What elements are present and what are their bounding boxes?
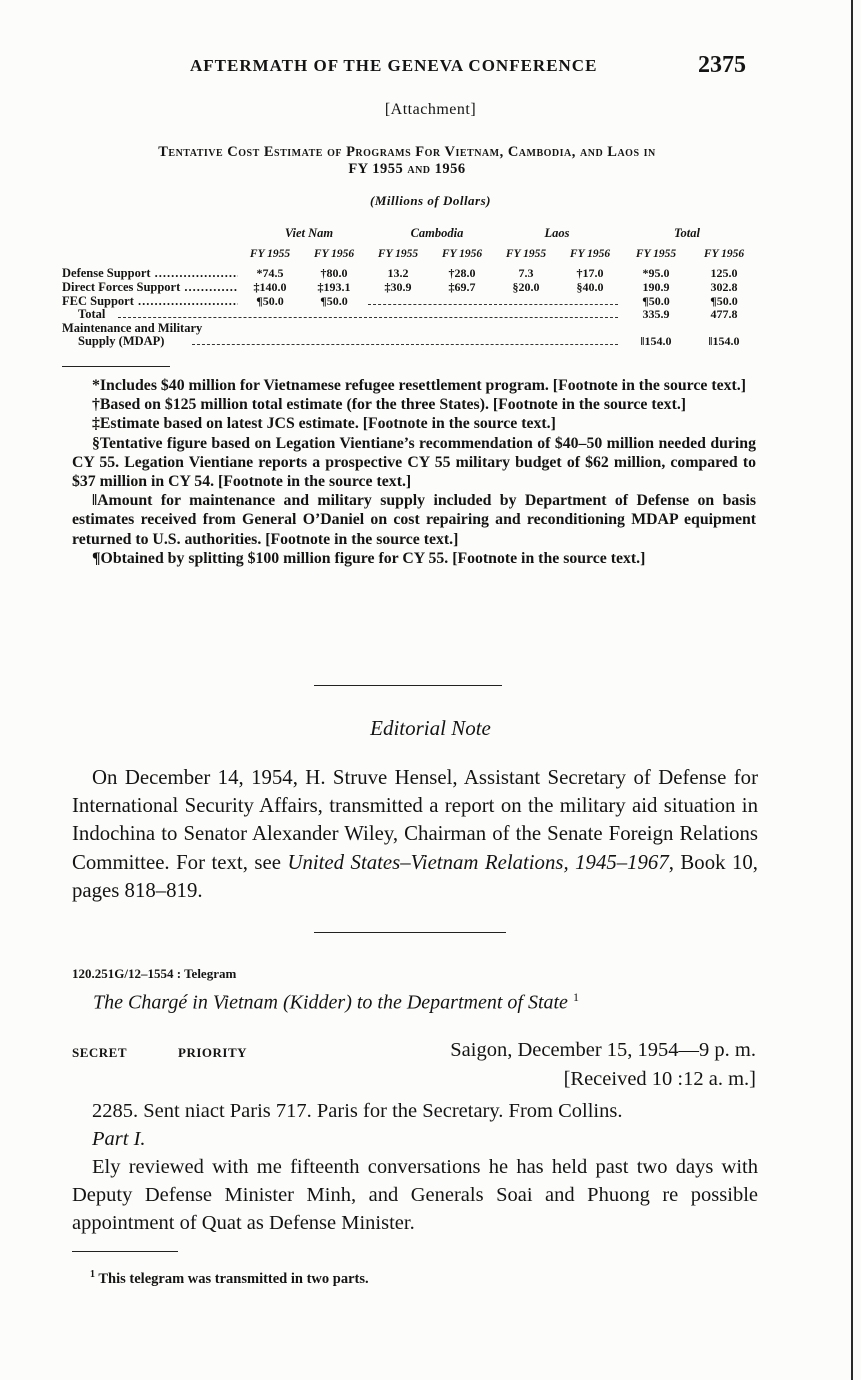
year-header: FY 1955	[635, 248, 677, 260]
row-label-direct-forces-support: Direct Forces Support .....	[62, 280, 238, 294]
leader-dashes	[192, 344, 618, 345]
footnote-rule	[62, 366, 170, 367]
telegram-paragraph: Ely reviewed with me fifteenth conversations he has held past two days with Deputy Defense Minister Minh, and Generals Soai and Phuong re possible appointment of Quat as Defense Minister.	[72, 1156, 758, 1234]
table-footnotes	[72, 376, 756, 568]
table-cell: ‡193.1	[317, 280, 351, 294]
year-header: FY 1956	[441, 248, 483, 260]
footnote-parallel: ‖Amount for maintenance and military supply included by Department of Defense on basis estimates received from General O’Daniel on cost repairing and reconditioning MDAP equipment returned to U.S. authorities. [Footnote in the source text.]	[72, 492, 756, 548]
table-cell: ‡69.7	[448, 280, 476, 294]
editorial-note-title: Editorial Note	[370, 716, 491, 740]
table-cell: §20.0	[512, 280, 540, 294]
file-number: 120.251G/12–1554 : Telegram	[72, 966, 237, 981]
table-cell: ‡140.0	[253, 280, 287, 294]
footnote-mark: 1	[90, 1269, 95, 1280]
editorial-note-body	[72, 764, 758, 905]
telegram-paragraph: 2285. Sent niact Paris 717. Paris for the Secretary. From Collins.	[92, 1100, 623, 1122]
table-title-line-1: Tentative Cost Estimate of Programs For Vietnam, Cambodia, and Laos in	[158, 144, 656, 160]
row-label-fec-support: FEC Support .....	[62, 294, 238, 308]
year-header: FY 1955	[505, 248, 547, 260]
leader-dashes	[118, 317, 618, 318]
table-cell: 13.2	[387, 266, 409, 280]
group-header-viet-nam: Viet Nam	[284, 226, 334, 240]
table-cell: ¶50.0	[710, 294, 738, 308]
table-cell: †28.0	[448, 266, 476, 280]
telegram-title: The Chargé in Vietnam (Kidder) to the Department of State $^1$	[93, 990, 579, 1014]
year-header: FY 1956	[313, 248, 355, 260]
table-title	[62, 144, 752, 178]
table-cell: 477.8	[710, 307, 738, 321]
editorial-text-end: , Book 10, pages 818–819.	[72, 850, 758, 902]
footnote-asterisk: *Includes $40 million for Vietnamese refugee resettlement program. [Footnote in the source text.]	[92, 377, 746, 394]
row-label-defense-support: Defense Support .....	[62, 266, 238, 280]
table-title-line-2: FY 1955 and 1956	[348, 161, 466, 177]
footnote-double-dagger: ‡Estimate based on latest JCS estimate. [Footnote in the source text.]	[92, 415, 556, 433]
table-cell: 302.8	[710, 280, 738, 294]
table-cell: †80.0	[320, 266, 348, 280]
group-header-cambodia: Cambodia	[410, 226, 464, 240]
dateline: Saigon, December 15, 1954—9 p. m.	[450, 1039, 756, 1061]
year-header: FY 1956	[569, 248, 611, 260]
section-divider	[314, 932, 506, 933]
editorial-text: On December 14, 1954, H. Struve Hensel, Assistant Secretary of Defense for International Security Affairs, transmitted a report on the military aid situation in Indochina to Senator Alexander Wiley, Chairman of the Senate Foreign Relations Committee. For text, see	[72, 766, 758, 874]
table-cell: 125.0	[710, 266, 738, 280]
table-cell: *74.5	[256, 266, 284, 280]
table-cell: ‖154.0	[708, 334, 740, 348]
footnote-dagger: †Based on $125 million total estimate (for the three States). [Footnote in the source text.]	[92, 396, 687, 414]
table-cell: 335.9	[642, 307, 670, 321]
running-title: AFTERMATH OF THE GENEVA CONFERENCE	[190, 56, 598, 75]
footnote-pilcrow: ¶Obtained by splitting $100 million figure for CY 55. [Footnote in the source text.]	[92, 549, 646, 567]
footnote-rule	[72, 1251, 178, 1252]
section-divider	[314, 685, 502, 686]
row-label-mdap-line-2: Supply (MDAP)	[78, 334, 165, 348]
row-label-mdap-line-1: Maintenance and Military	[62, 321, 203, 335]
year-header: FY 1955	[377, 248, 419, 260]
table-cell: †17.0	[576, 266, 604, 280]
footnote-ref: 1	[572, 990, 579, 1004]
received-time: [Received 10 :12 a. m.]	[563, 1068, 756, 1090]
page-footnote: $^1$ This telegram was transmitted in two parts.	[90, 1269, 369, 1287]
attachment-label: [Attachment]	[384, 101, 477, 118]
group-header-laos: Laos	[544, 226, 570, 240]
table-cell: 7.3	[518, 266, 534, 280]
year-header: FY 1956	[703, 248, 745, 260]
table-cell: 190.9	[642, 280, 670, 294]
telegram-body	[72, 1097, 758, 1237]
row-label-total: Total	[78, 307, 106, 321]
table-cell: ‡30.9	[384, 280, 412, 294]
book-title: United States–Vietnam Relations, 1945–1967	[287, 850, 669, 874]
table-cell: ‖154.0	[640, 334, 672, 348]
year-header: FY 1955	[249, 248, 291, 260]
page-number: 2375	[698, 52, 746, 78]
table-cell: *95.0	[642, 266, 670, 280]
table-cell: ¶50.0	[256, 294, 284, 308]
leader-dashes	[368, 304, 618, 305]
table-cell: §40.0	[576, 280, 604, 294]
table-units: (Millions of Dollars)	[369, 193, 491, 208]
part-label: Part I.	[92, 1128, 146, 1150]
group-header-total: Total	[674, 226, 700, 240]
table-cell: ¶50.0	[642, 294, 670, 308]
classification: SECRET	[72, 1045, 128, 1060]
precedence: PRIORITY	[178, 1045, 248, 1060]
table-cell: ¶50.0	[320, 294, 348, 308]
footnote-section: §Tentative figure based on Legation Vientiane’s recommendation of $40–50 million needed during CY 55. Legation Vientiane reports a prospective CY 55 military budget of $62 million, compared to $37 million in CY 54. [Footnote in the source text.]	[72, 434, 756, 491]
